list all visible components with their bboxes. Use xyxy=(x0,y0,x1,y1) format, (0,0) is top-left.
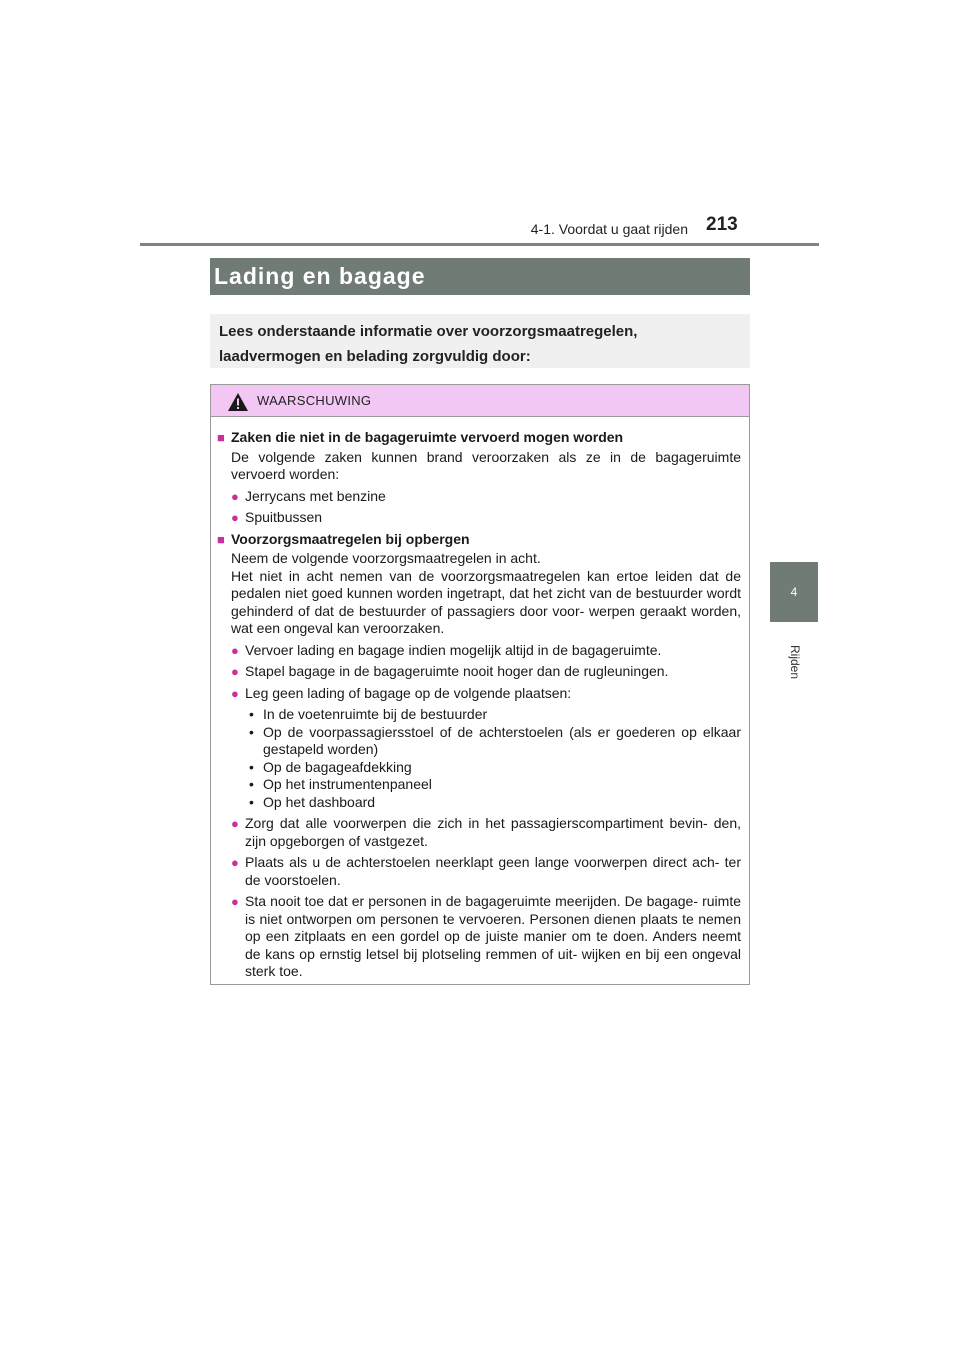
warning-triangle-icon xyxy=(227,392,249,412)
circle-bullet-icon: ● xyxy=(231,488,239,504)
sub-list-item xyxy=(217,724,741,759)
sub-item-text: Op de bagageafdekking xyxy=(263,758,412,775)
bullet-item xyxy=(217,893,741,981)
bullet-text: Spuitbussen xyxy=(245,509,323,525)
sub-item-text: In de voetenruimte bij de bestuurder xyxy=(263,706,488,722)
sub-item-text: Op het dashboard xyxy=(263,793,376,810)
bullet-item xyxy=(217,854,741,889)
bullet-item xyxy=(217,815,741,850)
circle-bullet-icon: ● xyxy=(231,510,239,525)
bullet-item xyxy=(217,642,741,660)
chapter-tab[interactable]: 4 xyxy=(770,562,818,622)
sub-list-item xyxy=(217,759,741,777)
section-heading-text: Zaken die niet in de bagageruimte vervoerd mogen worden xyxy=(231,429,624,445)
chapter-label xyxy=(780,632,810,692)
bullet-text: Vervoer lading en bagage indien mogelijk altijd in de bagageruimte. xyxy=(245,641,662,658)
intro-box xyxy=(210,314,750,368)
sub-item-text: Op het instrumentenpaneel xyxy=(263,776,432,792)
section-heading-text: Voorzorgsmaatregelen bij opbergen xyxy=(231,530,470,547)
header-divider xyxy=(140,243,819,246)
circle-bullet-icon: ● xyxy=(231,664,239,679)
bullet-item xyxy=(217,488,741,506)
circle-bullet-icon: ● xyxy=(231,855,239,870)
paragraph-line: Neem de volgende voorzorgsmaatregelen in acht. xyxy=(231,550,541,566)
bullet-item xyxy=(217,509,741,527)
bullet-text: Sta nooit toe dat er personen in de bagageruimte meerijden. De bagage- ruimte is niet ontworpen om personen te vervoeren. Personen dienen plaats te nemen op een zitplaats en een gordel op de juiste manier om te doen. Anders neemt de kans op ernstig letsel bij plotseling remmen of uit- wijken en bij een ongeval sterk toe. xyxy=(245,893,741,979)
sub-list xyxy=(217,706,741,811)
sub-item-text: Op de voorpassagiersstoel of de achterstoelen (als er goederen op elkaar gestapeld worden) xyxy=(263,723,741,757)
square-bullet-icon: ■ xyxy=(217,531,225,547)
sub-list-item xyxy=(217,776,741,794)
circle-bullet-icon: ● xyxy=(231,816,239,831)
dot-bullet-icon: • xyxy=(249,706,254,722)
section-paragraph xyxy=(217,449,741,484)
section-heading xyxy=(217,531,741,549)
section-heading xyxy=(217,429,741,447)
sub-list-item xyxy=(217,794,741,812)
bullet-item xyxy=(217,663,741,681)
intro-line: Lees onderstaande informatie over voorzorgsmaatregelen, xyxy=(219,323,638,340)
circle-bullet-icon: ● xyxy=(231,642,239,658)
bullet-text: Plaats als u de achterstoelen neerklapt geen lange voorwerpen direct ach- ter de voorstoelen. xyxy=(245,854,741,888)
section-header: 4-1. Voordat u gaat rijden xyxy=(530,221,688,237)
paragraph-line: Het niet in acht nemen van de voorzorgsmaatregelen kan ertoe leiden dat de pedalen niet goed kunnen worden ingetrapt, dat het zicht van de bestuurder wordt gehinderd of dat de bestuurder of passagiers door voor- werpen geraakt worden, wat een ongeval kan veroorzaken. xyxy=(231,567,741,636)
bullet-item xyxy=(217,685,741,703)
warning-header xyxy=(211,385,749,417)
section-paragraph xyxy=(217,550,741,638)
bullet-text: Stapel bagage in de bagageruimte nooit hoger dan de rugleuningen. xyxy=(245,663,669,679)
sub-list-item xyxy=(217,706,741,724)
page-title: Lading en bagage xyxy=(210,258,750,295)
circle-bullet-icon: ● xyxy=(231,894,239,909)
bullet-text: Leg geen lading of bagage op de volgende plaatsen: xyxy=(245,684,572,701)
circle-bullet-icon: ● xyxy=(231,685,239,701)
page-number: 213 xyxy=(706,214,738,235)
bullet-text: Jerrycans met benzine xyxy=(245,487,386,504)
bullet-text: Zorg dat alle voorwerpen die zich in het passagierscompartiment bevin- den, zijn opgeborgen of vastgezet. xyxy=(245,815,741,849)
warning-title: WAARSCHUWING xyxy=(257,393,372,408)
warning-box xyxy=(210,384,750,985)
dot-bullet-icon: • xyxy=(249,758,254,775)
paragraph-line: De volgende zaken kunnen brand veroorzaken als ze in de bagageruimte vervoerd worden: xyxy=(231,448,741,482)
dot-bullet-icon: • xyxy=(249,793,254,810)
dot-bullet-icon: • xyxy=(249,723,254,740)
warning-body xyxy=(211,417,749,981)
square-bullet-icon: ■ xyxy=(217,430,225,445)
dot-bullet-icon: • xyxy=(249,776,254,792)
chapter-label-text: Rijden xyxy=(788,644,802,680)
intro-line: laadvermogen en belading zorgvuldig door: xyxy=(219,348,531,365)
